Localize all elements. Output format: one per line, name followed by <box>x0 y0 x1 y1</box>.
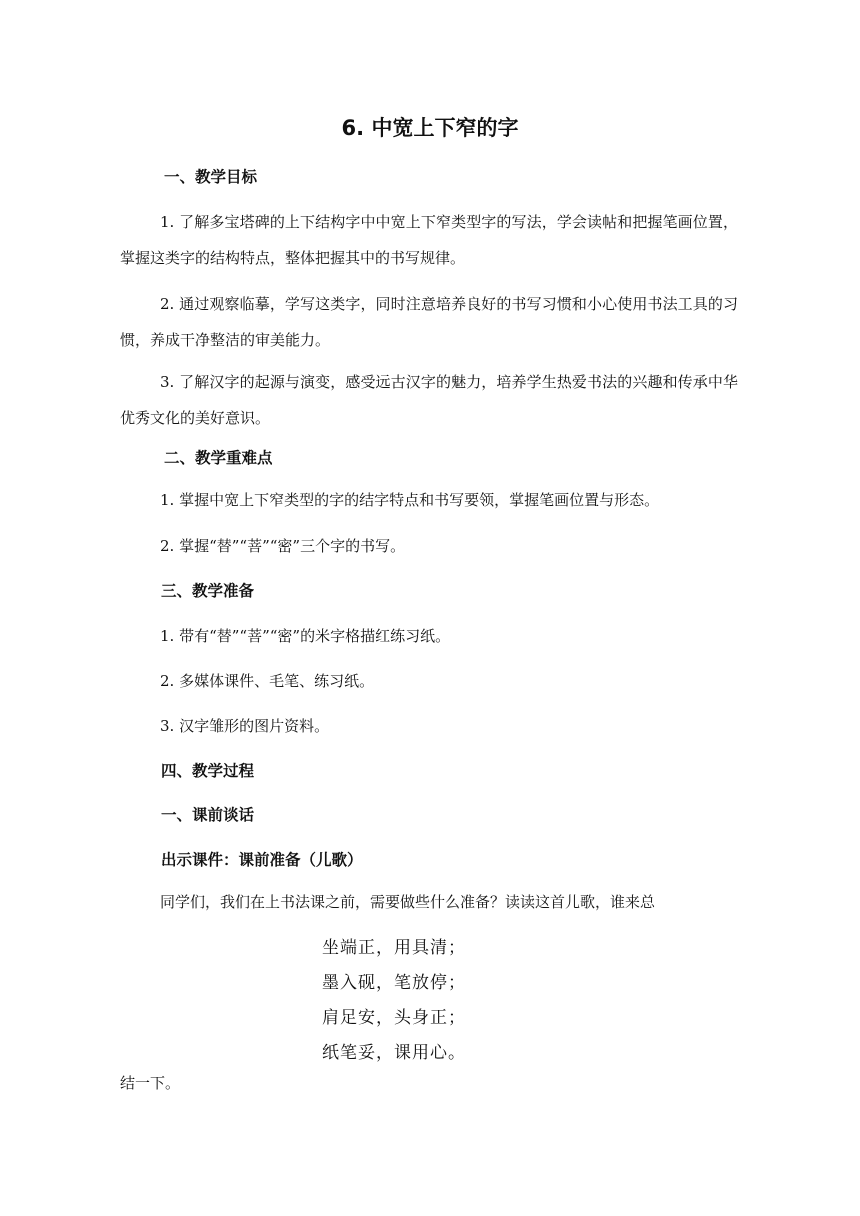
courseware-label: 出示课件：课前准备（儿歌） <box>161 851 363 869</box>
intro-paragraph-continuation: 结一下。 <box>120 1074 181 1092</box>
key-point-item-2: 2. 掌握“替”“菩”“密”三个字的书写。 <box>160 537 406 555</box>
poem-line-3: 肩足安，头身正； <box>322 1008 466 1028</box>
section-heading-key-points: 二、教学重难点 <box>164 449 273 467</box>
intro-paragraph: 同学们，我们在上书法课之前，需要做些什么准备？读读这首儿歌，谁来总 <box>160 893 656 911</box>
preparation-item-2: 2. 多媒体课件、毛笔、练习纸。 <box>160 672 375 690</box>
goal-item-2: 2. 通过观察临摹，学写这类字，同时注意培养良好的书写习惯和小心使用书法工具的习惯，养成干净整洁的审美能力。 <box>120 295 738 349</box>
poem-line-2: 墨入砚，笔放停； <box>322 973 466 993</box>
section-heading-process: 四、教学过程 <box>161 762 255 780</box>
subsection-heading-pre-class-talk: 一、课前谈话 <box>161 806 255 824</box>
preparation-item-1: 1. 带有“替”“菩”“密”的米字格描红练习纸。 <box>160 627 451 645</box>
goal-item-1: 1. 了解多宝塔碑的上下结构字中中宽上下窄类型字的写法，学会读帖和把握笔画位置，掌握这类字的结构特点，整体把握其中的书写规律。 <box>120 213 738 267</box>
poem-line-4: 纸笔妥，课用心。 <box>322 1043 466 1063</box>
poem-line-1: 坐端正，用具清； <box>322 938 466 958</box>
section-heading-teaching-goals: 一、教学目标 <box>164 168 258 186</box>
key-point-item-1: 1. 掌握中宽上下窄类型的字的结字特点和书写要领，掌握笔画位置与形态。 <box>160 491 660 509</box>
page-title: 6. 中宽上下窄的字 <box>341 116 519 140</box>
section-heading-preparation: 三、教学准备 <box>161 582 255 600</box>
goal-item-3: 3. 了解汉字的起源与演变，感受远古汉字的魅力，培养学生热爱书法的兴趣和传承中华优秀文化的美好意识。 <box>120 373 738 427</box>
preparation-item-3: 3. 汉字雏形的图片资料。 <box>160 717 330 735</box>
